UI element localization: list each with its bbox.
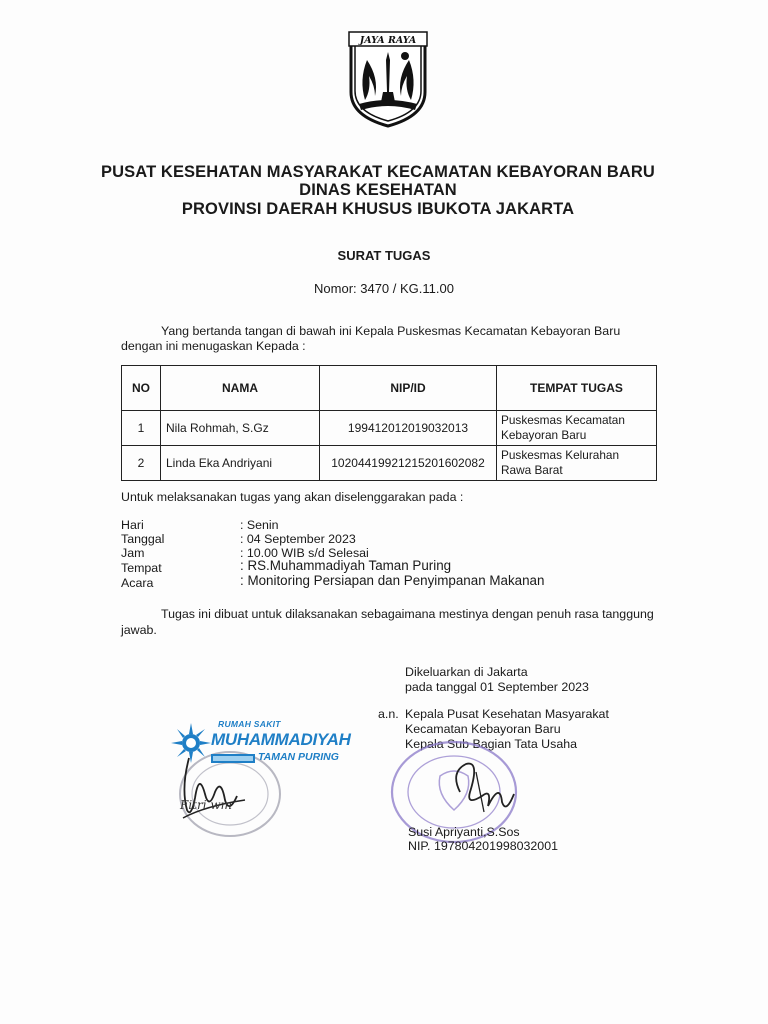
row-tempat	[497, 411, 657, 446]
row-tempat-line-1: Puskesmas Kelurahan	[501, 448, 620, 462]
signatory-name: Susi Apriyanti,S.Sos	[408, 825, 520, 839]
hospital-label-big: MUHAMMADIYAH	[211, 730, 351, 749]
row-nama: Nila Rohmah, S.Gz	[161, 411, 320, 446]
table-row	[122, 446, 657, 481]
detail-label-jam: Jam	[121, 546, 145, 560]
table-row	[122, 411, 657, 446]
row-nip: 199412012019032013	[320, 411, 497, 446]
header-department: DINAS KESEHATAN	[299, 181, 457, 199]
row-tempat-line-2: Kebayoran Baru	[501, 428, 587, 442]
closing-line-1: Tugas ini dibuat untuk dilaksanakan sebagaimana mestinya dengan penuh rasa tanggung	[161, 607, 654, 621]
intro-line-1: Yang bertanda tangan di bawah ini Kepala Puskesmas Kecamatan Kebayoran Baru	[161, 324, 621, 338]
row-tempat-line-2: Rawa Barat	[501, 463, 563, 477]
hospital-handwritten-name: Fitri wm	[180, 798, 233, 812]
signatory-nip: NIP. 197804201998032001	[408, 839, 558, 853]
letter-title: SURAT TUGAS	[337, 248, 431, 263]
column-header-no: NO	[122, 366, 161, 411]
row-tempat	[497, 446, 657, 481]
assignee-table	[121, 365, 657, 481]
detail-label-hari: Hari	[121, 518, 144, 532]
detail-label-tanggal: Tanggal	[121, 532, 165, 546]
row-nama: Linda Eka Andriyani	[161, 446, 320, 481]
row-no: 2	[122, 446, 161, 481]
column-header-tempat: TEMPAT TUGAS	[497, 366, 657, 411]
position-line-3: Kepala Sub Bagian Tata Usaha	[405, 737, 577, 751]
position-line-1: Kepala Pusat Kesehatan Masyarakat	[405, 707, 609, 721]
official-signature-icon	[440, 752, 530, 822]
detail-value-jam: : 10.00 WIB s/d Selesai	[240, 546, 369, 560]
row-no: 1	[122, 411, 161, 446]
header-institution: PUSAT KESEHATAN MASYARAKAT KECAMATAN KEBAYORAN BARU	[101, 163, 655, 181]
detail-value-hari: : Senin	[240, 518, 279, 532]
lead-text: Untuk melaksanakan tugas yang akan diselenggarakan pada :	[121, 490, 464, 504]
column-header-nip: NIP/ID	[320, 366, 497, 411]
jakarta-crest-icon	[345, 30, 431, 128]
on-behalf-prefix: a.n.	[378, 707, 399, 721]
detail-value-tanggal: : 04 September 2023	[240, 532, 356, 546]
hospital-label-small: RUMAH SAKIT	[218, 719, 281, 729]
hospital-signature-icon	[175, 748, 265, 828]
detail-value-acara: : Monitoring Persiapan dan Penyimpanan Makanan	[240, 573, 545, 588]
position-line-2: Kecamatan Kebayoran Baru	[405, 722, 561, 736]
row-tempat-line-1: Puskesmas Kecamatan	[501, 413, 625, 427]
detail-label-tempat: Tempat	[121, 561, 162, 575]
table-header-row	[122, 366, 657, 411]
detail-label-acara: Acara	[121, 576, 154, 590]
letter-number: Nomor: 3470 / KG.11.00	[314, 281, 454, 296]
intro-line-2: dengan ini menugaskan Kepada :	[121, 339, 306, 353]
row-nip: 10204419921215201602082	[320, 446, 497, 481]
issued-date: pada tanggal 01 September 2023	[405, 680, 589, 694]
svg-text:JAYA RAYA: JAYA RAYA	[359, 35, 417, 46]
hospital-label-sub: TAMAN PURING	[258, 751, 339, 763]
issued-place: Dikeluarkan di Jakarta	[405, 665, 528, 679]
column-header-nama: NAMA	[161, 366, 320, 411]
header-province: PROVINSI DAERAH KHUSUS IBUKOTA JAKARTA	[181, 200, 575, 218]
detail-value-tempat: : RS.Muhammadiyah Taman Puring	[240, 558, 452, 573]
closing-line-2: jawab.	[121, 623, 157, 637]
